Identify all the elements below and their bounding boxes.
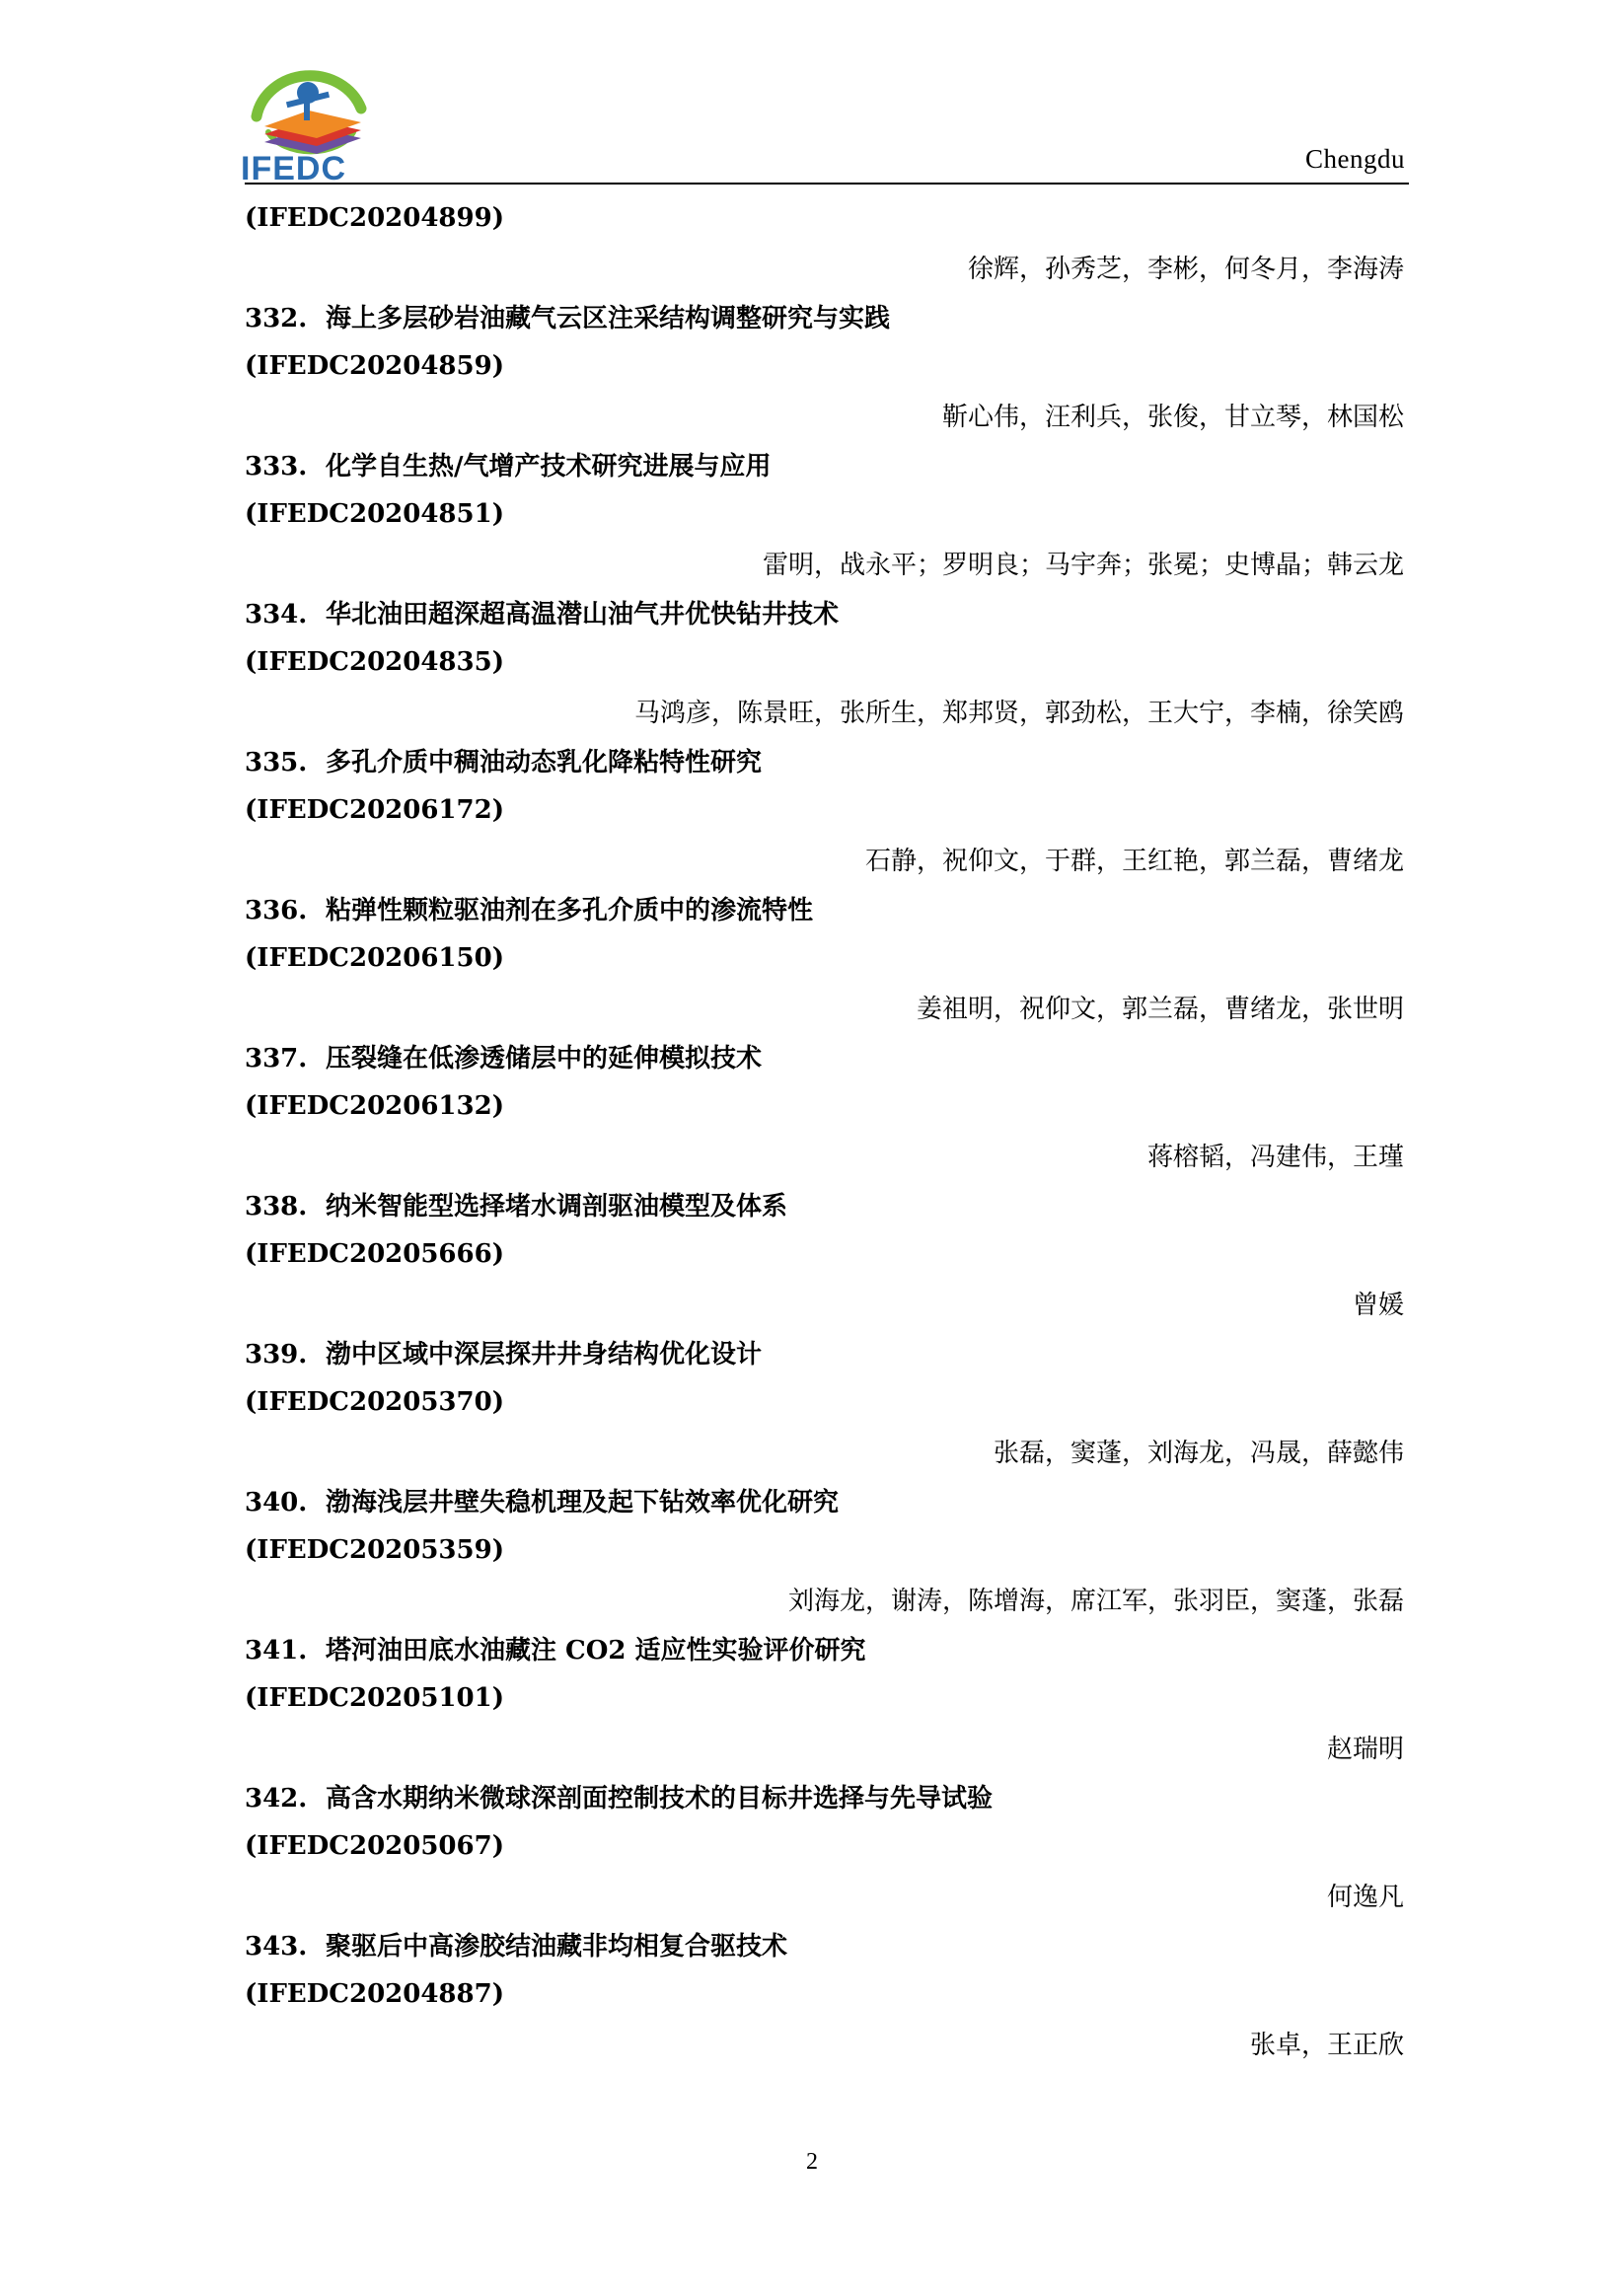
paper-number: 332. — [245, 304, 308, 333]
paper-title — [245, 592, 1404, 637]
paper-authors: 张磊，窦蓬，刘海龙，冯晟，薛懿伟 — [993, 1439, 1404, 1468]
list-item — [245, 1332, 1404, 1480]
paper-number: 338. — [245, 1192, 308, 1222]
paper-title — [245, 1184, 1404, 1229]
paper-authors: 蒋榕韬，冯建伟，王瑾 — [1146, 1143, 1404, 1172]
paper-title — [245, 444, 1404, 489]
paper-number: 337. — [245, 1044, 308, 1074]
list-item — [245, 1776, 1404, 1924]
paper-authors: 刘海龙，谢涛，陈增海，席江军，张羽臣，窦蓬，张磊 — [787, 1587, 1404, 1616]
paper-title-text: 纳米智能型选择堵水调剖驱油模型及体系 — [326, 1192, 788, 1222]
paper-number: 333. — [245, 452, 308, 481]
paper-code: (IFEDC20204859) — [245, 351, 505, 381]
paper-number: 341. — [245, 1636, 308, 1666]
list-item — [245, 1036, 1404, 1184]
paper-code: (IFEDC20205666) — [245, 1239, 505, 1269]
paper-code: (IFEDC20204851) — [245, 499, 505, 529]
paper-code: (IFEDC20205101) — [245, 1683, 505, 1713]
paper-title-text: 华北油田超深超高温潜山油气井优快钻井技术 — [326, 600, 840, 630]
paper-authors: 曾媛 — [1352, 1291, 1404, 1320]
paper-title-text: 渤海浅层井壁失稳机理及起下钻效率优化研究 — [326, 1488, 840, 1518]
paper-authors: 靳心伟，汪利兵，张俊，甘立琴，林国松 — [941, 403, 1404, 432]
paper-title — [245, 1036, 1404, 1081]
list-item — [245, 193, 1404, 296]
logo-wordmark: IFEDC — [241, 150, 346, 185]
paper-title — [245, 1332, 1404, 1377]
list-item — [245, 592, 1404, 740]
header-city: Chengdu — [1305, 144, 1405, 174]
paper-title — [245, 1628, 1404, 1673]
paper-number: 336. — [245, 896, 308, 926]
paper-number: 339. — [245, 1340, 308, 1370]
paper-code: (IFEDC20204835) — [245, 647, 505, 677]
paper-code: (IFEDC20205370) — [245, 1387, 505, 1417]
paper-title — [245, 740, 1404, 785]
paper-code: (IFEDC20206172) — [245, 795, 505, 825]
paper-title-text: 聚驱后中高渗胶结油藏非均相复合驱技术 — [326, 1932, 788, 1962]
paper-authors: 石静，祝仰文，于群，王红艳，郭兰磊，曹绪龙 — [864, 847, 1404, 876]
paper-number: 334. — [245, 600, 308, 630]
paper-code: (IFEDC20204899) — [245, 203, 505, 233]
paper-title — [245, 296, 1404, 341]
page-number: 2 — [806, 2149, 818, 2175]
ifedc-logo — [235, 47, 383, 185]
paper-title-text: 渤中区域中深层探井井身结构优化设计 — [326, 1340, 763, 1370]
paper-authors: 马鸿彦，陈景旺，张所生，郑邦贤，郭劲松，王大宁，李楠，徐笑鸥 — [633, 699, 1404, 728]
paper-title-text: 塔河油田底水油藏注 CO2 适应性实验评价研究 — [326, 1636, 866, 1666]
paper-authors: 姜祖明，祝仰文，郭兰磊，曹绪龙，张世明 — [916, 995, 1404, 1024]
paper-number: 342. — [245, 1784, 308, 1814]
paper-number: 335. — [245, 748, 308, 778]
paper-title-text: 海上多层砂岩油藏气云区注采结构调整研究与实践 — [326, 304, 891, 333]
paper-authors: 徐辉，孙秀芝，李彬，何冬月，李海涛 — [967, 255, 1404, 284]
paper-title — [245, 1924, 1404, 1969]
paper-number: 343. — [245, 1932, 308, 1962]
paper-authors: 赵瑞明 — [1326, 1735, 1404, 1764]
paper-authors: 张卓，王正欣 — [1249, 2031, 1404, 2060]
paper-code: (IFEDC20206150) — [245, 943, 505, 973]
header-divider — [245, 183, 1409, 185]
list-item — [245, 740, 1404, 888]
paper-title-text: 多孔介质中稠油动态乳化降粘特性研究 — [326, 748, 763, 778]
list-item — [245, 444, 1404, 592]
list-item — [245, 888, 1404, 1036]
paper-list — [245, 193, 1404, 2072]
list-item — [245, 1628, 1404, 1776]
paper-code: (IFEDC20206132) — [245, 1091, 505, 1121]
paper-title — [245, 1776, 1404, 1821]
paper-title-text: 粘弹性颗粒驱油剂在多孔介质中的渗流特性 — [326, 896, 814, 926]
logo-pump-post — [304, 99, 310, 120]
paper-code: (IFEDC20204887) — [245, 1979, 505, 2009]
list-item — [245, 1184, 1404, 1332]
paper-title-text: 化学自生热/气增产技术研究进展与应用 — [326, 452, 772, 481]
paper-code: (IFEDC20205359) — [245, 1535, 505, 1565]
paper-authors: 何逸凡 — [1326, 1883, 1404, 1912]
paper-title-text: 压裂缝在低渗透储层中的延伸模拟技术 — [326, 1044, 763, 1074]
paper-number: 340. — [245, 1488, 308, 1518]
list-item — [245, 1924, 1404, 2072]
paper-code: (IFEDC20205067) — [245, 1831, 505, 1861]
paper-title-text: 高含水期纳米微球深剖面控制技术的目标井选择与先导试验 — [326, 1784, 994, 1814]
logo-graphic-icon — [235, 47, 383, 185]
list-item — [245, 296, 1404, 444]
list-item — [245, 1480, 1404, 1628]
paper-title — [245, 888, 1404, 933]
paper-authors: 雷明，战永平；罗明良；马宇奔；张冕；史博晶；韩云龙 — [762, 551, 1404, 580]
paper-title — [245, 1480, 1404, 1525]
